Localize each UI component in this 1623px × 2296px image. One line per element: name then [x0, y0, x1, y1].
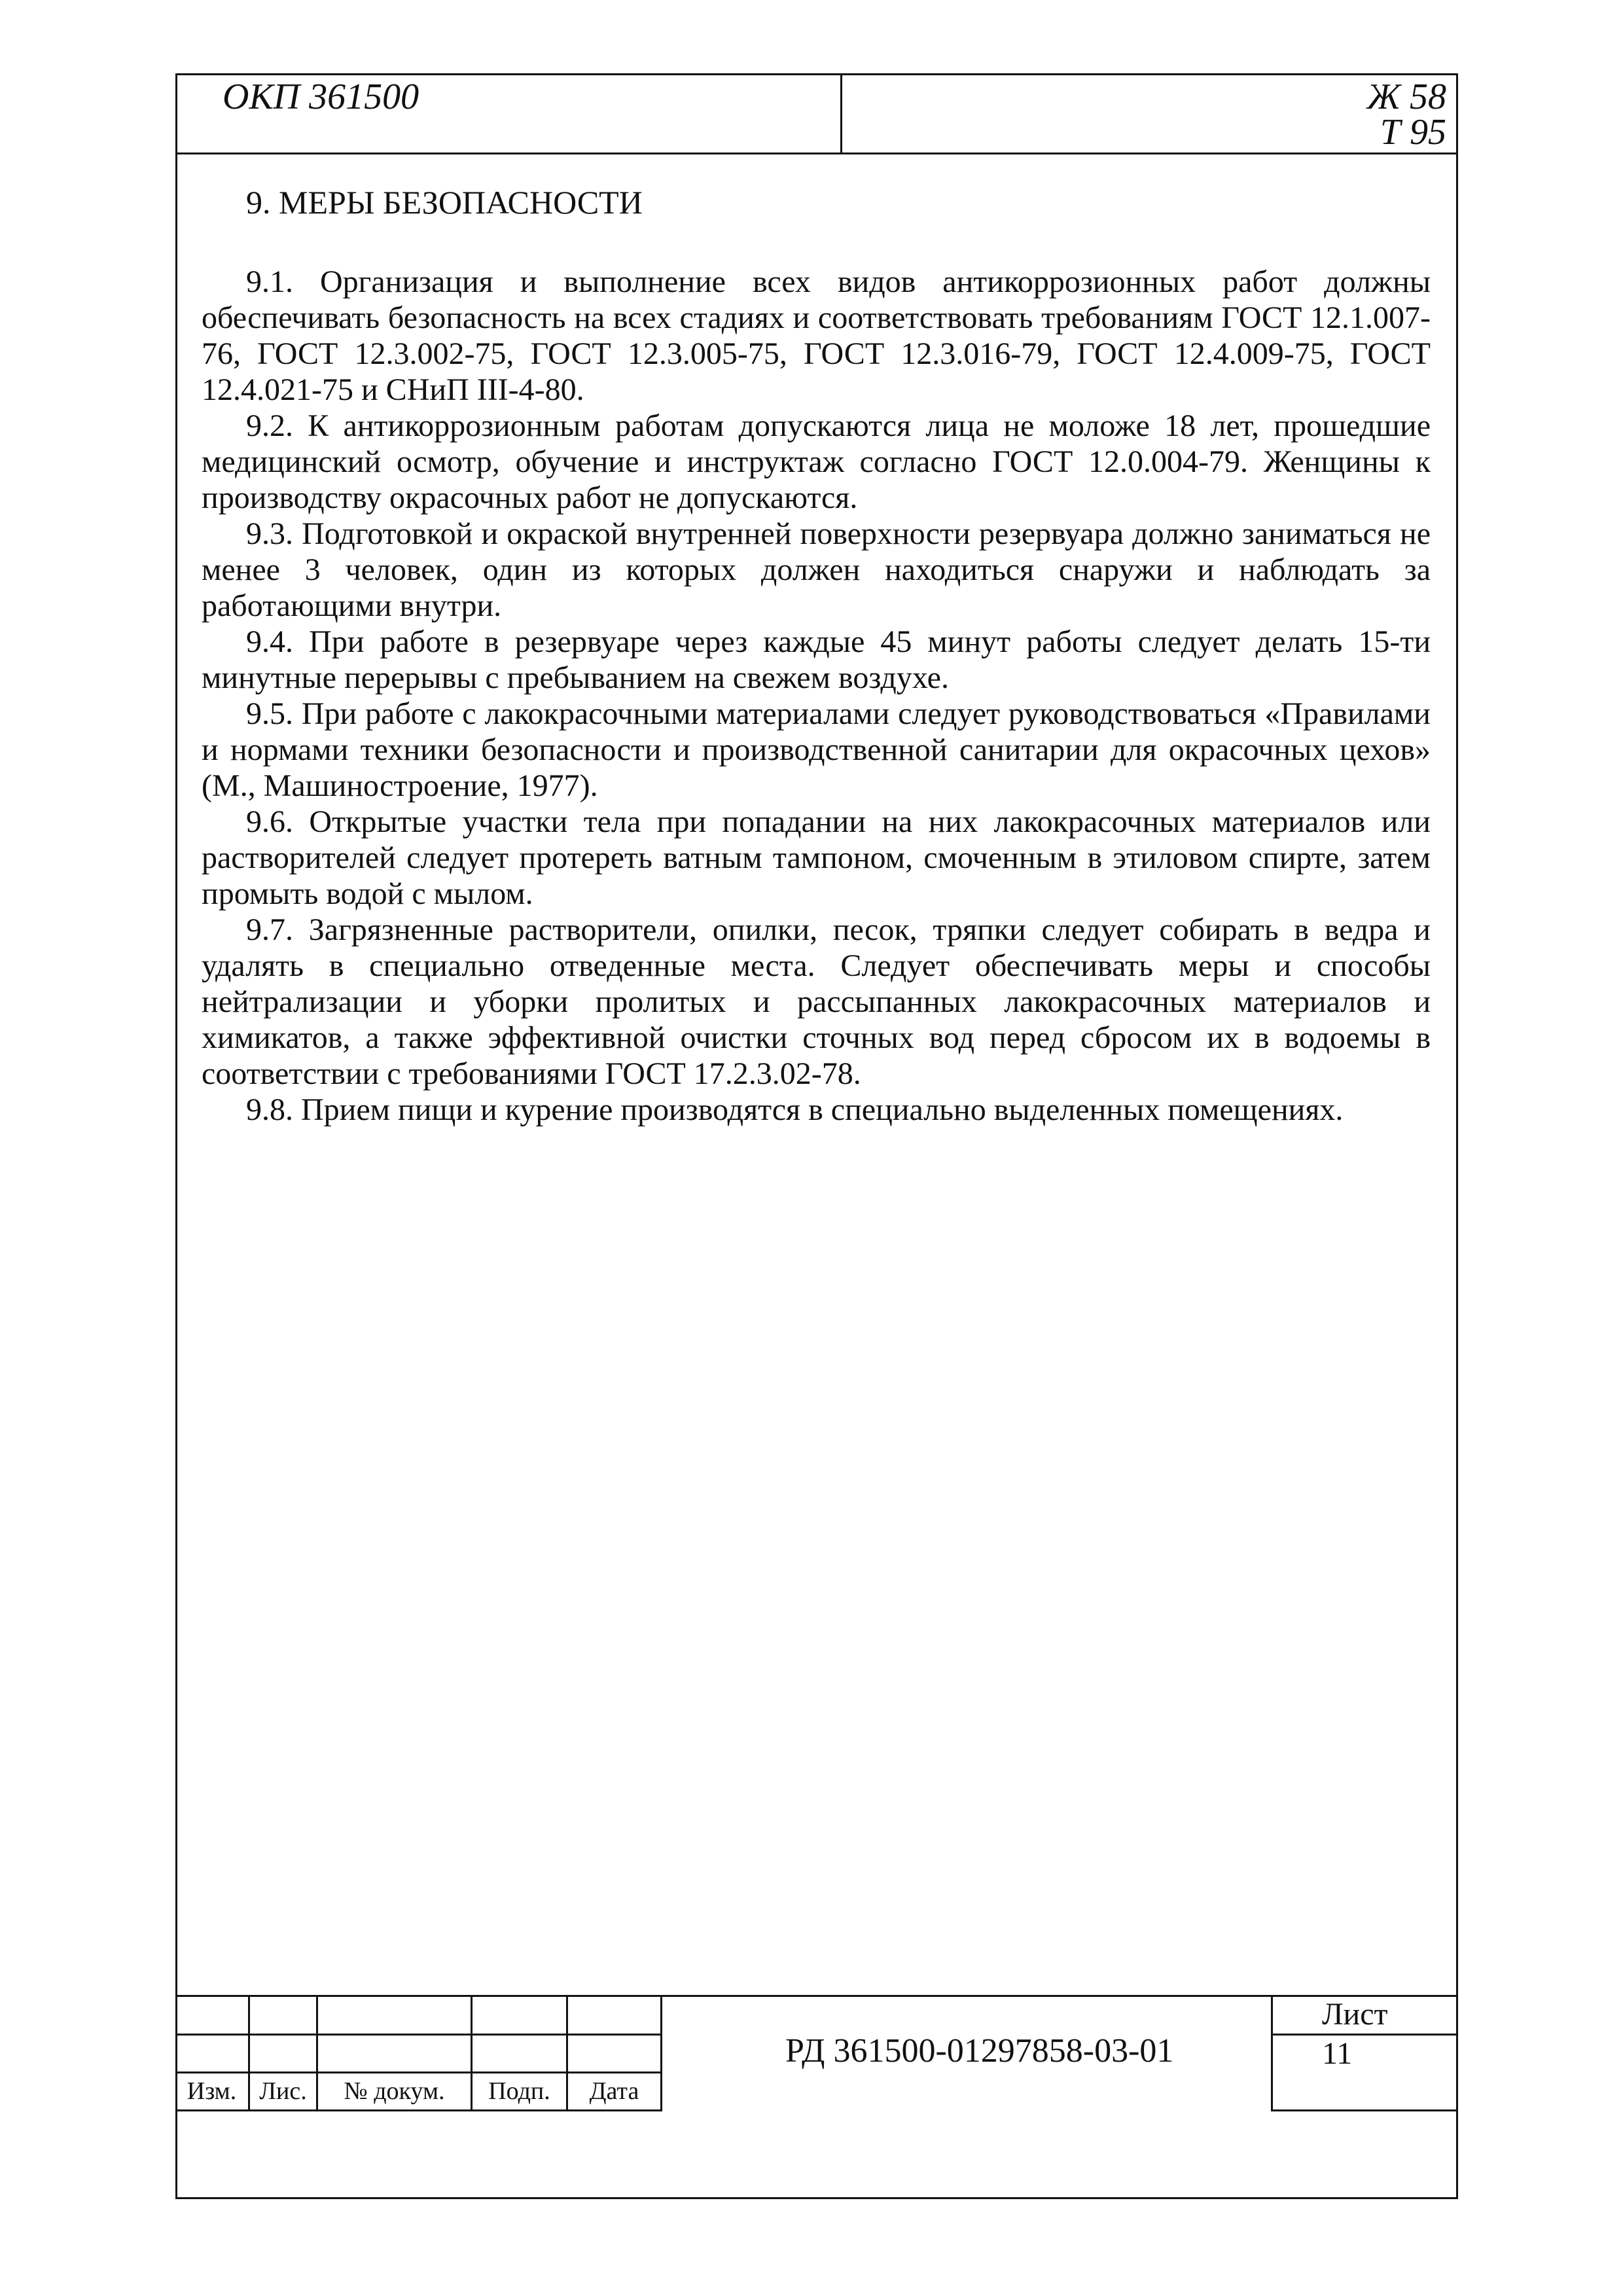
document-number: РД 361500-01297858-03-01	[785, 2032, 1174, 2070]
sheet-number: 11	[1322, 2036, 1353, 2071]
paragraph-9-7: 9.7. Загрязненные растворители, опилки, песок, тряпки следует собирать в ведра и удалять в специально отведенные места. Следует обеспечивать меры и способы нейтрализации и уборки пролитых и рассыпанных лакокрасочных материалов и химикатов, а также эффективной очистки сточных вод перед сбросом их в водоемы в соответствии с требованиями ГОСТ 17.2.3.02-78.	[202, 912, 1431, 1091]
right-code-1: Ж 58	[1366, 77, 1446, 117]
stamp-cell	[175, 2036, 250, 2073]
stamp-cell	[318, 2036, 473, 2073]
paragraph-9-1: 9.1. Организация и выполнение всех видов антикоррозионных работ должны обеспечивать безопасность на всех стадиях и соответствовать требованиям ГОСТ 12.1.007-76, ГОСТ 12.3.002-75, ГОСТ 12.3.005-75, ГОСТ 12.3.016-79, ГОСТ 12.4.009-75, ГОСТ 12.4.021-75 и СНиП III-4-80.	[202, 264, 1431, 407]
paragraph-9-8: 9.8. Прием пищи и курение производятся в специально выделенных помещениях.	[246, 1092, 1344, 1127]
stamp-cell	[568, 2036, 662, 2073]
col-label-izm: Изм.	[175, 2073, 250, 2111]
sheet-number-box	[1271, 2036, 1458, 2111]
col-label-lis: Лис.	[250, 2073, 318, 2111]
col-label-sign: Подп.	[473, 2073, 568, 2111]
stamp-cell	[568, 1995, 662, 2036]
paragraph-9-4: 9.4. При работе в резервуаре через каждые 45 минут работы следует делать 15-ти минутные перерывы с пребыванием на свежем воздухе.	[202, 624, 1431, 695]
stamp-cell	[250, 2036, 318, 2073]
right-code-2: Т 95	[1380, 112, 1446, 152]
stamp-cell	[473, 1995, 568, 2036]
paragraph-9-2: 9.2. К антикоррозионным работам допускаются лица не моложе 18 лет, прошедшие медицинский осмотр, обучение и инструктаж согласно ГОСТ 12.0.004-79. Женщины к производству окрасочных работ не допускаются.	[202, 408, 1431, 515]
col-label-date: Дата	[568, 2073, 662, 2111]
paragraph-9-5: 9.5. При работе с лакокрасочными материалами следует руководствоваться «Правилами и нормами техники безопасности и производственной санитарии для окрасочных цехов» (М., Машиностроение, 1977).	[202, 696, 1431, 803]
stamp-cell	[175, 1995, 250, 2036]
header-divider	[840, 73, 842, 154]
stamp-cell	[250, 1995, 318, 2036]
okp-code: ОКП 361500	[223, 77, 419, 117]
stamp-cell	[473, 2036, 568, 2073]
sheet-label: Лист	[1322, 1997, 1388, 2032]
col-label-doc: № докум.	[318, 2073, 473, 2111]
paragraph-9-6: 9.6. Открытые участки тела при попадании на них лакокрасочных материалов или растворителей следует протереть ватным тампоном, смоченным в этиловом спирте, затем промыть водой с мылом.	[202, 804, 1431, 911]
section-body	[202, 185, 1431, 1128]
stamp-cell	[318, 1995, 473, 2036]
section-heading: 9. МЕРЫ БЕЗОПАСНОСТИ	[246, 184, 643, 221]
paragraph-9-3: 9.3. Подготовкой и окраской внутренней поверхности резервуара должно заниматься не менее 3 человек, один из которых должен находиться снаружи и наблюдать за работающими внутри.	[202, 516, 1431, 623]
